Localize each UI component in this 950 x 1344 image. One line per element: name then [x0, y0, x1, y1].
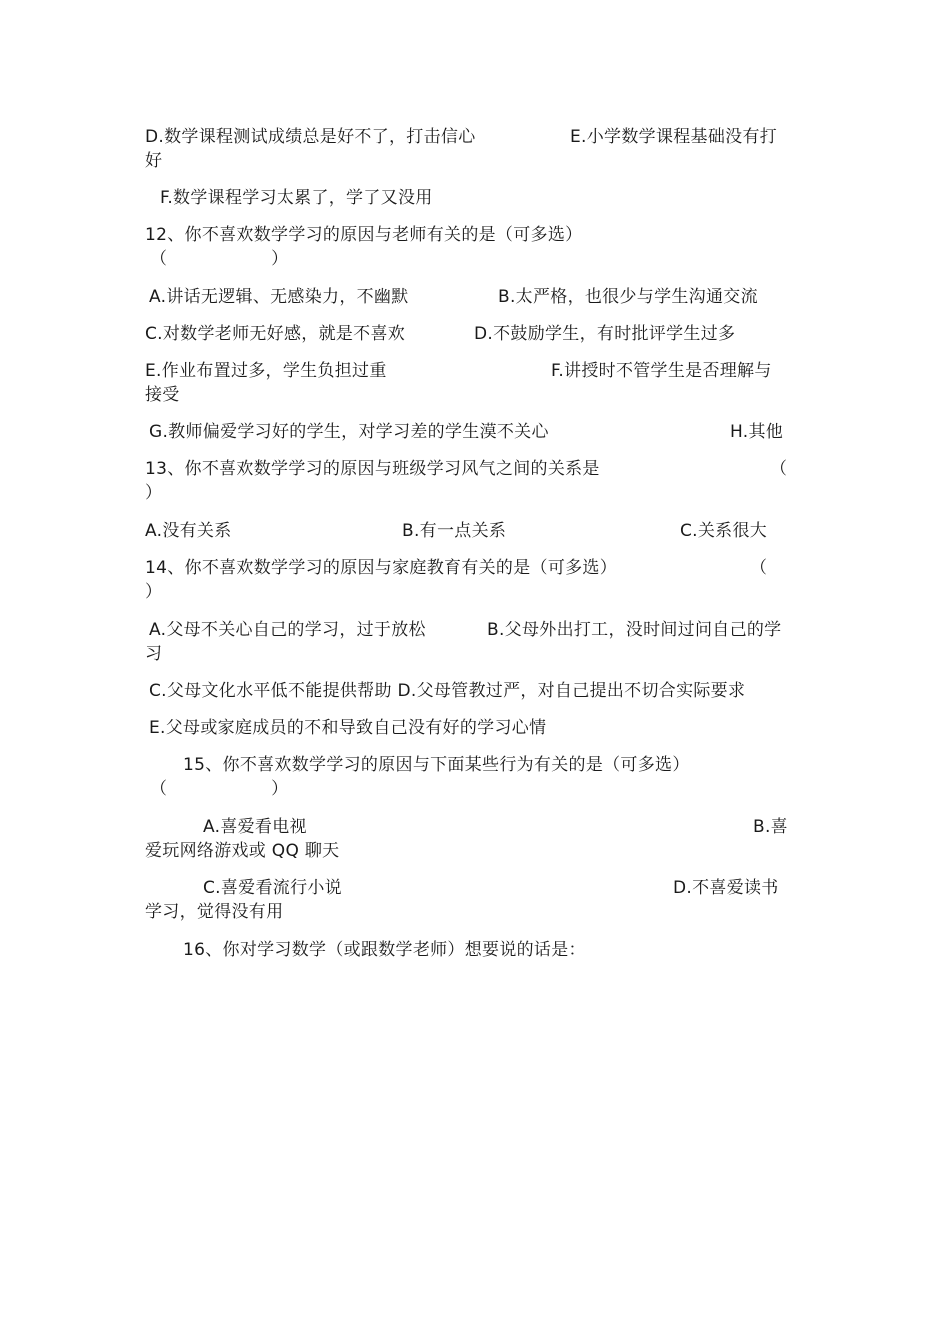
q14-option-e: E.父母或家庭成员的不和导致自己没有好的学习心情 [149, 718, 547, 738]
q15-option-c: C.喜爱看流行小说 [203, 878, 342, 898]
q12-option-b: B.太严格，也很少与学生沟通交流 [498, 287, 758, 307]
q12-option-e: E.作业布置过多，学生负担过重 [145, 361, 387, 381]
q15-question: 15、你不喜欢数学学习的原因与下面某些行为有关的是（可多选） [183, 755, 690, 775]
q14-options-c-d: C.父母文化水平低不能提供帮助 D.父母管教过严，对自己提出不切合实际要求 [149, 681, 746, 701]
q13-option-a: A.没有关系 [145, 521, 232, 541]
q11-option-e: E.小学数学课程基础没有打 [570, 127, 778, 147]
q12-option-f: F.讲授时不管学生是否理解与 [551, 361, 772, 381]
q11-option-d: D.数学课程测试成绩总是好不了，打击信心 [145, 127, 476, 147]
q11-option-f: F.数学课程学习太累了，学了又没用 [160, 188, 433, 208]
q12-option-f-wrap: 接受 [145, 385, 180, 405]
q13-paren-open: （ [770, 459, 788, 479]
q15-option-b-wrap: 爱玩网络游戏或 QQ 聊天 [145, 841, 340, 861]
q14-paren-open: （ [750, 558, 768, 578]
q12-option-g: G.教师偏爱学习好的学生，对学习差的学生漠不关心 [149, 422, 549, 442]
q11-option-e-wrap: 好 [145, 151, 163, 171]
q14-option-b-wrap: 习 [145, 644, 163, 664]
q13-question: 13、你不喜欢数学学习的原因与班级学习风气之间的关系是 [145, 459, 600, 479]
q15-option-b: B.喜 [753, 817, 788, 837]
q14-paren-close: ） [145, 582, 163, 602]
q13-paren-close: ） [145, 483, 163, 503]
q12-question: 12、你不喜欢数学学习的原因与老师有关的是（可多选） [145, 225, 583, 245]
q14-question: 14、你不喜欢数学学习的原因与家庭教育有关的是（可多选） [145, 558, 618, 578]
q13-option-b: B.有一点关系 [402, 521, 507, 541]
q12-answer-blank: （ ） [150, 249, 289, 269]
q12-option-c: C.对数学老师无好感，就是不喜欢 [145, 324, 406, 344]
q13-option-c: C.关系很大 [680, 521, 768, 541]
q14-option-a: A.父母不关心自己的学习，过于放松 [149, 620, 426, 640]
q14-option-b: B.父母外出打工，没时间过问自己的学 [487, 620, 782, 640]
q15-option-a: A.喜爱看电视 [203, 817, 307, 837]
q12-option-d: D.不鼓励学生，有时批评学生过多 [474, 324, 736, 344]
q15-answer-blank: （ ） [150, 779, 289, 799]
q15-option-d: D.不喜爱读书 [673, 878, 779, 898]
q16-question: 16、你对学习数学（或跟数学老师）想要说的话是： [183, 940, 586, 960]
q12-option-a: A.讲话无逻辑、无感染力，不幽默 [149, 287, 409, 307]
q15-option-d-wrap: 学习，觉得没有用 [145, 902, 284, 922]
q12-option-h: H.其他 [730, 422, 784, 442]
